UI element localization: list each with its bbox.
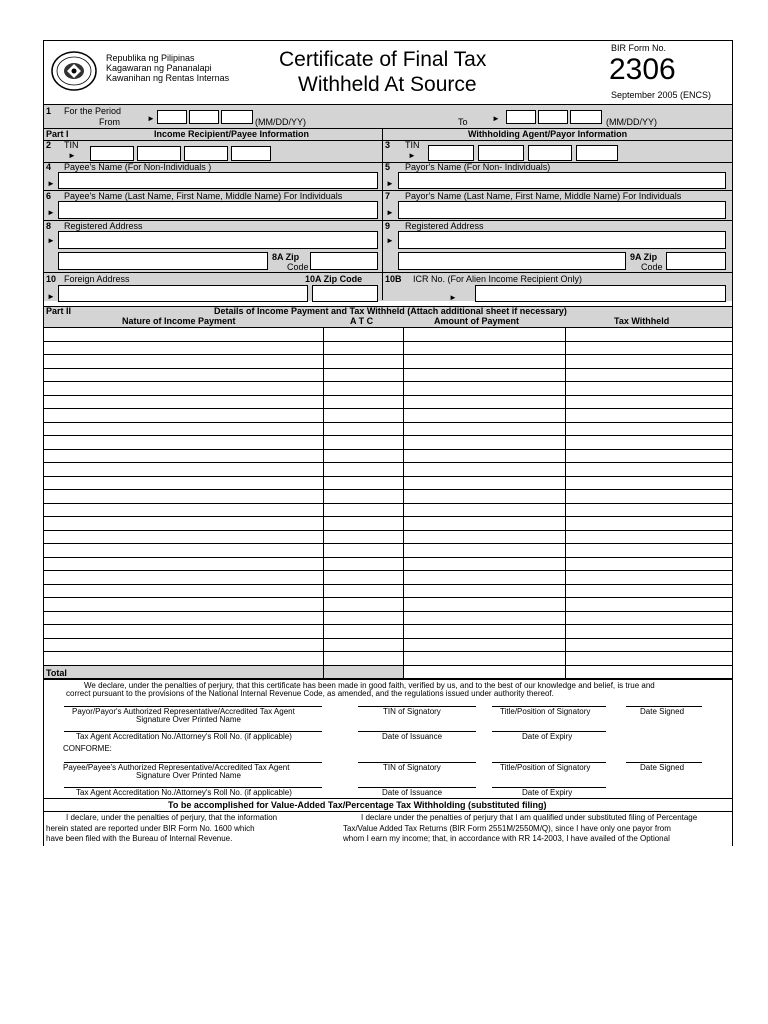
part2-title: Details of Income Payment and Tax Withheld (Attach additional sheet if necessary) bbox=[214, 306, 567, 316]
nature-cell[interactable] bbox=[44, 612, 323, 626]
nature-cell[interactable] bbox=[44, 382, 323, 396]
field-1-num: 1 bbox=[46, 106, 52, 116]
agency-line2: Kagawaran ng Pananalapi bbox=[106, 63, 212, 73]
amount-cell[interactable] bbox=[403, 463, 565, 477]
amount-cell[interactable] bbox=[403, 409, 565, 423]
col-tax-header: Tax Withheld bbox=[614, 316, 670, 326]
arrow-right-icon: ► bbox=[47, 236, 55, 245]
icr-number-input[interactable] bbox=[475, 285, 726, 302]
col-atc-header: A T C bbox=[350, 316, 374, 326]
tax-cell[interactable] bbox=[565, 369, 732, 383]
tax-cell[interactable] bbox=[565, 342, 732, 356]
nature-cell[interactable] bbox=[44, 328, 323, 342]
conforme-label: CONFORME: bbox=[63, 744, 112, 753]
payor-tin-3[interactable] bbox=[528, 145, 572, 161]
amount-cell[interactable] bbox=[403, 585, 565, 599]
part1-right-title: Withholding Agent/Payor Information bbox=[468, 129, 628, 139]
field-3-num: 3 bbox=[385, 140, 391, 150]
total-label: Total bbox=[46, 668, 67, 678]
field-9-label: Registered Address bbox=[405, 221, 484, 231]
field-10a-label: 10A Zip Code bbox=[305, 274, 363, 284]
tax-cell[interactable] bbox=[565, 639, 732, 653]
period-to-label: To bbox=[458, 117, 468, 127]
nature-cell[interactable] bbox=[44, 517, 323, 531]
tax-cell[interactable] bbox=[565, 585, 732, 599]
payee-name-individual-input[interactable] bbox=[58, 201, 378, 219]
payor-zip-input[interactable] bbox=[666, 252, 726, 270]
period-from-yy[interactable] bbox=[221, 110, 253, 124]
payee-sig-label2: Signature Over Printed Name bbox=[136, 771, 241, 780]
atc-cell[interactable] bbox=[323, 558, 403, 572]
arrow-right-icon: ► bbox=[47, 292, 55, 301]
amount-cell[interactable] bbox=[403, 598, 565, 612]
arrow-right-icon: ► bbox=[68, 151, 76, 160]
payee-title-signatory: Title/Position of Signatory bbox=[500, 763, 591, 772]
amount-cell[interactable] bbox=[403, 625, 565, 639]
period-from-format: (MM/DD/YY) bbox=[255, 117, 306, 127]
amount-cell[interactable] bbox=[403, 531, 565, 545]
vat-right-line1: I declare under the penalties of perjury that I am qualified under substituted filing of Percentage bbox=[361, 813, 698, 822]
atc-cell[interactable] bbox=[323, 625, 403, 639]
payee-name-nonindividual-input[interactable] bbox=[58, 172, 378, 189]
form-label: BIR Form No. bbox=[611, 43, 667, 53]
field-10b-label: 10B bbox=[385, 274, 402, 284]
period-from-label: From bbox=[99, 117, 120, 127]
arrow-right-icon: ► bbox=[492, 114, 500, 123]
tax-cell[interactable] bbox=[565, 544, 732, 558]
amount-cell[interactable] bbox=[403, 369, 565, 383]
amount-cell[interactable] bbox=[403, 436, 565, 450]
arrow-right-icon: ► bbox=[47, 179, 55, 188]
vat-section-title: To be accomplished for Value-Added Tax/Percentage Tax Withholding (substituted filing) bbox=[168, 800, 547, 810]
nature-cell[interactable] bbox=[44, 639, 323, 653]
form-date: September 2005 (ENCS) bbox=[611, 90, 712, 100]
tax-cell[interactable] bbox=[565, 382, 732, 396]
payor-sig-label: Payor/Payor's Authorized Representative/Accredited Tax Agent bbox=[72, 707, 295, 716]
payee-tin-1[interactable] bbox=[90, 146, 134, 161]
tax-cell[interactable] bbox=[565, 423, 732, 437]
nature-cell[interactable] bbox=[44, 450, 323, 464]
field-8a-code: Code bbox=[287, 262, 309, 272]
nature-cell[interactable] bbox=[44, 396, 323, 410]
payee-tin-3[interactable] bbox=[184, 146, 228, 161]
atc-cell[interactable] bbox=[323, 585, 403, 599]
vat-left-line1: I declare, under the penalties of perjury, that the information bbox=[66, 813, 278, 822]
atc-cell[interactable] bbox=[323, 450, 403, 464]
period-to-format: (MM/DD/YY) bbox=[606, 117, 657, 127]
nature-cell[interactable] bbox=[44, 504, 323, 518]
amount-cell[interactable] bbox=[403, 504, 565, 518]
payee-zip-input[interactable] bbox=[310, 252, 378, 270]
field-9a-code: Code bbox=[641, 262, 663, 272]
col-nature-header: Nature of Income Payment bbox=[122, 316, 236, 326]
payee-tin-2[interactable] bbox=[137, 146, 181, 161]
atc-cell[interactable] bbox=[323, 436, 403, 450]
tax-cell[interactable] bbox=[565, 396, 732, 410]
payee-date-expiry: Date of Expiry bbox=[522, 788, 573, 797]
amount-cell[interactable] bbox=[403, 544, 565, 558]
nature-cell[interactable] bbox=[44, 544, 323, 558]
arrow-right-icon: ► bbox=[408, 151, 416, 160]
amount-cell[interactable] bbox=[403, 517, 565, 531]
tax-cell[interactable] bbox=[565, 409, 732, 423]
tax-cell[interactable] bbox=[565, 571, 732, 585]
amount-cell[interactable] bbox=[403, 612, 565, 626]
arrow-right-icon: ► bbox=[386, 179, 394, 188]
nature-cell[interactable] bbox=[44, 558, 323, 572]
nature-cell[interactable] bbox=[44, 342, 323, 356]
payor-address-line2-input[interactable] bbox=[398, 252, 626, 270]
field-5-label: Payor's Name (For Non- Individuals) bbox=[405, 162, 551, 172]
vat-right-line2: Tax/Value Added Tax Returns (BIR Form 2551M/2550M/Q), since I have only one payor from bbox=[343, 824, 671, 833]
part1-label: Part I bbox=[46, 129, 69, 139]
tax-cell[interactable] bbox=[565, 436, 732, 450]
payee-date-signed: Date Signed bbox=[640, 763, 685, 772]
total-atc-cell bbox=[323, 666, 403, 680]
agency-line3: Kawanihan ng Rentas Internas bbox=[106, 73, 230, 83]
atc-cell[interactable] bbox=[323, 396, 403, 410]
amount-cell[interactable] bbox=[403, 652, 565, 666]
atc-cell[interactable] bbox=[323, 328, 403, 342]
amount-cell[interactable] bbox=[403, 477, 565, 491]
atc-cell[interactable] bbox=[323, 531, 403, 545]
total-tax-cell[interactable] bbox=[565, 666, 732, 680]
nature-cell[interactable] bbox=[44, 571, 323, 585]
atc-cell[interactable] bbox=[323, 612, 403, 626]
amount-cell[interactable] bbox=[403, 558, 565, 572]
arrow-right-icon: ► bbox=[449, 293, 457, 302]
payor-date-issuance: Date of Issuance bbox=[382, 732, 443, 741]
nature-cell[interactable] bbox=[44, 355, 323, 369]
atc-cell[interactable] bbox=[323, 342, 403, 356]
atc-cell[interactable] bbox=[323, 544, 403, 558]
declaration-line2: correct pursuant to the provisions of the National Internal Revenue Code, as amended, and the regulations issued under authority thereof. bbox=[66, 689, 554, 698]
amount-cell[interactable] bbox=[403, 571, 565, 585]
row-line bbox=[44, 272, 732, 273]
atc-cell[interactable] bbox=[323, 382, 403, 396]
col-amount-header: Amount of Payment bbox=[434, 316, 520, 326]
field-10-num: 10 bbox=[46, 274, 57, 284]
payee-sig-label: Payee/Payee's Authorized Representative/Accredited Tax Agent bbox=[63, 763, 290, 772]
amount-cell[interactable] bbox=[403, 423, 565, 437]
nature-cell[interactable] bbox=[44, 463, 323, 477]
payor-address-input[interactable] bbox=[398, 231, 726, 249]
amount-cell[interactable] bbox=[403, 342, 565, 356]
field-5-num: 5 bbox=[385, 162, 391, 172]
arrow-right-icon: ► bbox=[147, 114, 155, 123]
atc-cell[interactable] bbox=[323, 517, 403, 531]
atc-cell[interactable] bbox=[323, 355, 403, 369]
tax-cell[interactable] bbox=[565, 598, 732, 612]
declaration-line1: We declare, under the penalties of perjury, that this certificate has been made in good faith, verified by us, and to the best of our knowledge and belief, is true and bbox=[84, 681, 655, 690]
tax-cell[interactable] bbox=[565, 531, 732, 545]
field-10b-text: ICR No. (For Alien Income Recipient Only) bbox=[413, 274, 583, 284]
tax-cell[interactable] bbox=[565, 625, 732, 639]
tax-cell[interactable] bbox=[565, 517, 732, 531]
income-table bbox=[44, 328, 732, 679]
atc-cell[interactable] bbox=[323, 409, 403, 423]
period-to-yy[interactable] bbox=[570, 110, 602, 124]
field-2-label: TIN bbox=[64, 140, 79, 150]
atc-cell[interactable] bbox=[323, 652, 403, 666]
field-7-label: Payor's Name (Last Name, First Name, Middle Name) For Individuals bbox=[405, 191, 682, 201]
field-8-num: 8 bbox=[46, 221, 52, 231]
payee-address-line2-input[interactable] bbox=[58, 252, 268, 270]
amount-cell[interactable] bbox=[403, 355, 565, 369]
payor-tin-1[interactable] bbox=[428, 145, 474, 161]
part2-label: Part II bbox=[46, 306, 72, 316]
foreign-address-input[interactable] bbox=[58, 285, 308, 302]
vat-left-line2: herein stated are reported under BIR Form No. 1600 which bbox=[46, 824, 255, 833]
nature-cell[interactable] bbox=[44, 436, 323, 450]
period-from-mm[interactable] bbox=[157, 110, 187, 124]
agency-line1: Republika ng Pilipinas bbox=[106, 53, 195, 63]
tax-cell[interactable] bbox=[565, 355, 732, 369]
atc-cell[interactable] bbox=[323, 463, 403, 477]
vat-top-line bbox=[44, 798, 732, 799]
payor-accreditation: Tax Agent Accreditation No./Attorney's Roll No. (if applicable) bbox=[76, 732, 292, 741]
payor-date-expiry: Date of Expiry bbox=[522, 732, 573, 741]
payee-address-input[interactable] bbox=[58, 231, 378, 249]
nature-cell[interactable] bbox=[44, 652, 323, 666]
atc-cell[interactable] bbox=[323, 504, 403, 518]
atc-cell[interactable] bbox=[323, 369, 403, 383]
tax-cell[interactable] bbox=[565, 477, 732, 491]
amount-cell[interactable] bbox=[403, 450, 565, 464]
amount-cell[interactable] bbox=[403, 382, 565, 396]
nature-cell[interactable] bbox=[44, 585, 323, 599]
field-2-num: 2 bbox=[46, 140, 52, 150]
amount-cell[interactable] bbox=[403, 490, 565, 504]
payor-tin-4[interactable] bbox=[576, 145, 618, 161]
payor-tin-signatory: TIN of Signatory bbox=[383, 707, 441, 716]
tax-cell[interactable] bbox=[565, 450, 732, 464]
total-amount-cell[interactable] bbox=[403, 666, 565, 680]
amount-cell[interactable] bbox=[403, 639, 565, 653]
nature-cell[interactable] bbox=[44, 369, 323, 383]
payor-sig-label2: Signature Over Printed Name bbox=[136, 715, 241, 724]
foreign-zip-input[interactable] bbox=[312, 285, 378, 302]
tax-cell[interactable] bbox=[565, 463, 732, 477]
field-6-label: Payee's Name (Last Name, First Name, Middle Name) For Individuals bbox=[64, 191, 343, 201]
period-to-dd[interactable] bbox=[538, 110, 568, 124]
tax-cell[interactable] bbox=[565, 652, 732, 666]
period-label: For the Period bbox=[64, 106, 122, 116]
tax-cell[interactable] bbox=[565, 558, 732, 572]
field-3-label: TIN bbox=[405, 140, 420, 150]
tax-cell[interactable] bbox=[565, 328, 732, 342]
nature-cell[interactable] bbox=[44, 625, 323, 639]
field-6-num: 6 bbox=[46, 191, 52, 201]
bir-seal-icon bbox=[50, 50, 98, 92]
amount-cell[interactable] bbox=[403, 328, 565, 342]
nature-cell[interactable] bbox=[44, 531, 323, 545]
payee-tin-4[interactable] bbox=[231, 146, 271, 161]
field-8-label: Registered Address bbox=[64, 221, 143, 231]
nature-cell[interactable] bbox=[44, 409, 323, 423]
form-number: 2306 bbox=[609, 53, 676, 86]
nature-cell[interactable] bbox=[44, 477, 323, 491]
form-title-line2: Withheld At Source bbox=[298, 73, 477, 96]
arrow-right-icon: ► bbox=[386, 208, 394, 217]
form-title-line1: Certificate of Final Tax bbox=[279, 48, 487, 71]
nature-cell[interactable] bbox=[44, 598, 323, 612]
field-4-num: 4 bbox=[46, 162, 52, 172]
atc-cell[interactable] bbox=[323, 490, 403, 504]
nature-cell[interactable] bbox=[44, 423, 323, 437]
nature-cell[interactable] bbox=[44, 490, 323, 504]
field-9-num: 9 bbox=[385, 221, 391, 231]
arrow-right-icon: ► bbox=[386, 236, 394, 245]
total-nature-cell bbox=[44, 666, 323, 680]
payor-date-signed: Date Signed bbox=[640, 707, 685, 716]
field-7-num: 7 bbox=[385, 191, 391, 201]
payee-date-issuance: Date of Issuance bbox=[382, 788, 443, 797]
vat-right-line3: whom I earn my income; that, in accordance with RR 14-2003, I have availed of the Optional bbox=[343, 834, 670, 843]
field-9a-label: 9A Zip bbox=[630, 252, 658, 262]
amount-cell[interactable] bbox=[403, 396, 565, 410]
part1-divider bbox=[382, 128, 383, 300]
atc-cell[interactable] bbox=[323, 571, 403, 585]
payee-accreditation: Tax Agent Accreditation No./Attorney's Roll No. (if applicable) bbox=[76, 788, 292, 797]
vat-left-line3: have been filed with the Bureau of Internal Revenue. bbox=[46, 834, 233, 843]
tax-cell[interactable] bbox=[565, 490, 732, 504]
atc-cell[interactable] bbox=[323, 639, 403, 653]
atc-cell[interactable] bbox=[323, 477, 403, 491]
arrow-right-icon: ► bbox=[47, 208, 55, 217]
field-10-label: Foreign Address bbox=[64, 274, 130, 284]
tax-cell[interactable] bbox=[565, 612, 732, 626]
payee-tin-signatory: TIN of Signatory bbox=[383, 763, 441, 772]
period-to-mm[interactable] bbox=[506, 110, 536, 124]
payor-name-nonindividual-input[interactable] bbox=[398, 172, 726, 189]
field-8a-label: 8A Zip bbox=[272, 252, 300, 262]
atc-cell[interactable] bbox=[323, 598, 403, 612]
payor-title-signatory: Title/Position of Signatory bbox=[500, 707, 591, 716]
payor-name-individual-input[interactable] bbox=[398, 201, 726, 219]
part1-left-title: Income Recipient/Payee Information bbox=[154, 129, 310, 139]
tax-cell[interactable] bbox=[565, 504, 732, 518]
field-4-label: Payee's Name (For Non-Individuals ) bbox=[64, 162, 212, 172]
atc-cell[interactable] bbox=[323, 423, 403, 437]
payor-tin-2[interactable] bbox=[478, 145, 524, 161]
period-from-dd[interactable] bbox=[189, 110, 219, 124]
